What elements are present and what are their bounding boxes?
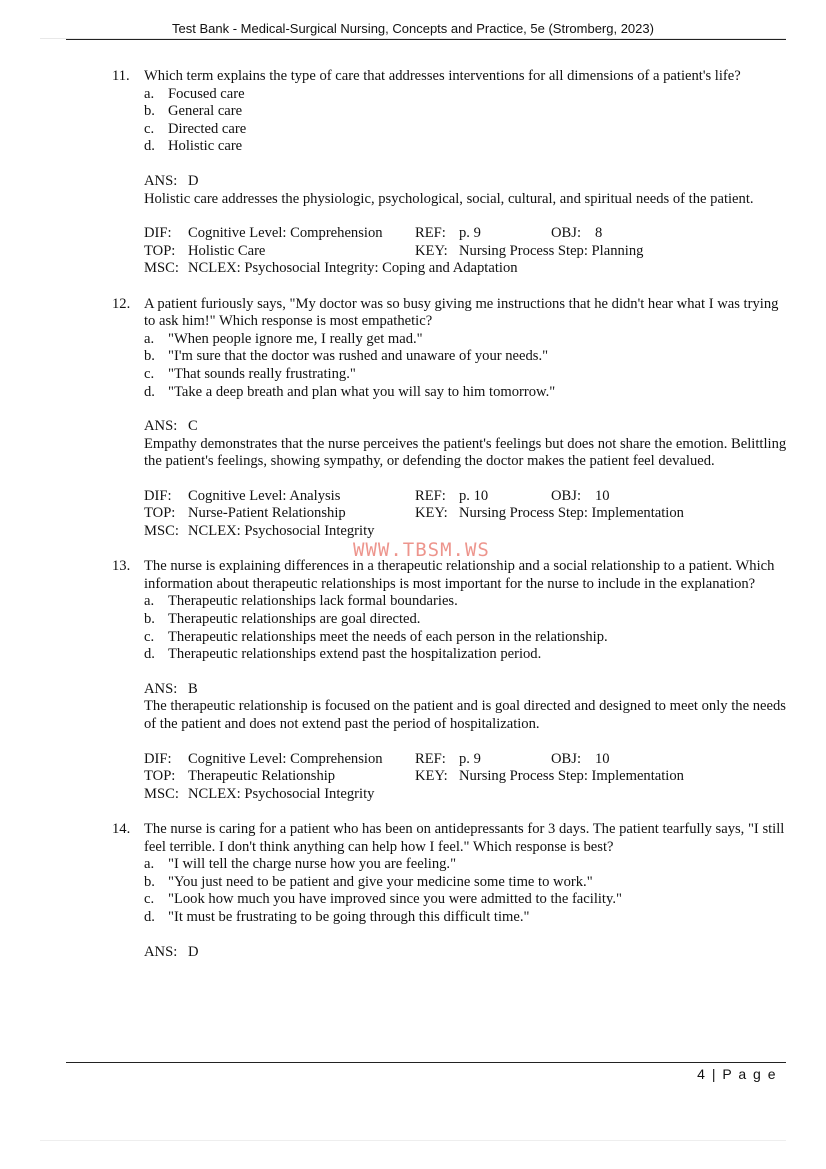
option-letter: d.: [144, 383, 155, 400]
answer-value: B: [188, 680, 198, 697]
ref-label: REF:: [415, 750, 446, 767]
option-text: Therapeutic relationships lack formal boundaries.: [168, 593, 458, 610]
option-letter: b.: [144, 348, 155, 365]
key-label: KEY:: [415, 242, 448, 259]
option-text: Holistic care: [168, 138, 243, 155]
option-text: General care: [168, 103, 243, 120]
obj-label: OBJ:: [551, 487, 582, 504]
option-text: "It must be frustrating to be going through this difficult time.": [168, 908, 530, 925]
option-letter: b.: [144, 873, 155, 890]
option-d: [144, 646, 792, 664]
option-letter: d.: [144, 138, 155, 155]
option-text: "You just need to be patient and give your medicine some time to work.": [168, 873, 593, 890]
answer-value: D: [188, 943, 199, 960]
option-text: Therapeutic relationships meet the needs of each person in the relationship.: [168, 628, 608, 645]
option-text: "Take a deep breath and plan what you will say to him tomorrow.": [168, 383, 556, 400]
key-value: Nursing Process Step: Implementation: [459, 768, 684, 785]
question-number: 14.: [112, 820, 131, 837]
top-label: TOP:: [144, 242, 176, 259]
option-b: [144, 611, 792, 629]
msc-value: NCLEX: Psychosocial Integrity: [188, 523, 375, 540]
top-value: Nurse-Patient Relationship: [188, 505, 346, 522]
obj-value: 10: [595, 487, 610, 504]
option-letter: a.: [144, 85, 155, 102]
option-text: Therapeutic relationships are goal directed.: [168, 611, 421, 628]
question-13: [112, 558, 792, 803]
question-stem: The nurse is explaining differences in a therapeutic relationship and a social relationship to a patient. Which information about therapeutic relationships is most important for the nurse to include in the explanation?: [144, 558, 775, 592]
obj-label: OBJ:: [551, 750, 582, 767]
ref-label: REF:: [415, 225, 446, 242]
top-value: Therapeutic Relationship: [188, 768, 336, 785]
option-a: [144, 331, 792, 349]
option-d: [144, 909, 792, 927]
question-stem: Which term explains the type of care that addresses interventions for all dimensions of a patient's life?: [144, 68, 741, 84]
page-header-title: Test Bank - Medical-Surgical Nursing, Concepts and Practice, 5e (Stromberg, 2023): [172, 21, 654, 36]
option-b: [144, 348, 792, 366]
option-letter: a.: [144, 593, 155, 610]
watermark-text: WWW.TBSM.WS: [353, 539, 490, 561]
question-metadata: [144, 225, 792, 278]
option-a: [144, 856, 792, 874]
option-letter: d.: [144, 646, 155, 663]
option-c: [144, 891, 792, 909]
question-number: 12.: [112, 295, 131, 312]
option-text: "That sounds really frustrating.": [168, 365, 356, 382]
option-text: "I will tell the charge nurse how you are feeling.": [168, 856, 457, 873]
page-bottom-edge: [40, 1140, 786, 1141]
option-text: Directed care: [168, 120, 247, 137]
question-metadata: [144, 751, 792, 804]
option-letter: b.: [144, 611, 155, 628]
answer-label: ANS:: [144, 172, 178, 189]
option-letter: a.: [144, 856, 155, 873]
rationale: Empathy demonstrates that the nurse perceives the patient's feelings but does not share the emotion. Belittling the patient's feelings, showing sympathy, or defending the doctor makes the patient feel devalued.: [144, 435, 787, 470]
ref-value: p. 9: [459, 750, 481, 767]
obj-label: OBJ:: [551, 225, 582, 242]
dif-label: DIF:: [144, 487, 172, 504]
option-letter: a.: [144, 330, 155, 347]
ref-value: p. 9: [459, 225, 481, 242]
option-c: [144, 121, 792, 139]
key-label: KEY:: [415, 768, 448, 785]
answer-line: [144, 681, 792, 699]
key-value: Nursing Process Step: Planning: [459, 242, 644, 259]
dif-label: DIF:: [144, 750, 172, 767]
question-metadata: [144, 488, 792, 541]
option-a: [144, 593, 792, 611]
question-number: 13.: [112, 558, 131, 575]
key-label: KEY:: [415, 505, 448, 522]
option-letter: b.: [144, 103, 155, 120]
question-14: [112, 821, 792, 961]
option-letter: c.: [144, 628, 155, 645]
question-stem: A patient furiously says, "My doctor was so busy giving me instructions that he didn't hear what I was trying to ask him!" Which response is most empathetic?: [144, 295, 779, 330]
question-number: 11.: [112, 68, 130, 84]
option-letter: c.: [144, 365, 155, 382]
rationale: The therapeutic relationship is focused on the patient and is goal directed and designed to meet only the needs of the patient and does not extend past the period of hospitalization.: [144, 698, 786, 732]
ref-label: REF:: [415, 487, 446, 504]
answer-label: ANS:: [144, 943, 178, 960]
msc-value: NCLEX: Psychosocial Integrity: Coping and Adaptation: [188, 260, 518, 277]
top-label: TOP:: [144, 768, 176, 785]
obj-value: 8: [595, 225, 603, 242]
option-text: Focused care: [168, 85, 245, 102]
option-d: [144, 138, 792, 156]
dif-value: Cognitive Level: Analysis: [188, 487, 341, 504]
page-number: 4 | P a g e: [697, 1066, 777, 1082]
answer-value: D: [188, 172, 199, 189]
option-a: [144, 86, 792, 104]
dif-value: Cognitive Level: Comprehension: [188, 225, 383, 242]
ref-value: p. 10: [459, 487, 489, 504]
answer-label: ANS:: [144, 418, 178, 435]
question-stem: The nurse is caring for a patient who has been on antidepressants for 3 days. The patient tearfully says, "I still feel terrible. I don't think anything can help how I feel." Which response is best?: [144, 820, 785, 855]
option-letter: c.: [144, 891, 155, 908]
question-list: [112, 68, 792, 961]
top-label: TOP:: [144, 505, 176, 522]
option-d: [144, 384, 792, 402]
option-text: "When people ignore me, I really get mad.": [168, 330, 423, 347]
answer-line: [144, 173, 792, 191]
dif-value: Cognitive Level: Comprehension: [188, 750, 383, 767]
option-text: "I'm sure that the doctor was rushed and unaware of your needs.": [168, 348, 549, 365]
option-b: [144, 874, 792, 892]
msc-value: NCLEX: Psychosocial Integrity: [188, 785, 375, 802]
dif-label: DIF:: [144, 225, 172, 242]
answer-value: C: [188, 418, 198, 435]
option-letter: c.: [144, 120, 155, 137]
msc-label: MSC:: [144, 785, 179, 802]
answer-line: [144, 418, 792, 436]
rationale: Holistic care addresses the physiologic, psychological, social, cultural, and spiritual needs of the patient.: [144, 190, 754, 207]
question-11: [112, 68, 792, 278]
obj-value: 10: [595, 750, 610, 767]
key-value: Nursing Process Step: Implementation: [459, 505, 684, 522]
question-12: [112, 296, 792, 541]
option-text: "Look how much you have improved since you were admitted to the facility.": [168, 891, 622, 908]
option-letter: d.: [144, 908, 155, 925]
msc-label: MSC:: [144, 260, 179, 277]
top-value: Holistic Care: [188, 242, 266, 259]
answer-line: [144, 944, 792, 962]
option-c: [144, 366, 792, 384]
answer-label: ANS:: [144, 680, 178, 697]
footer-divider: [66, 1062, 786, 1063]
option-text: Therapeutic relationships extend past the hospitalization period.: [168, 646, 542, 663]
option-b: [144, 103, 792, 121]
option-c: [144, 629, 792, 647]
header-divider: [66, 39, 786, 40]
msc-label: MSC:: [144, 523, 179, 540]
